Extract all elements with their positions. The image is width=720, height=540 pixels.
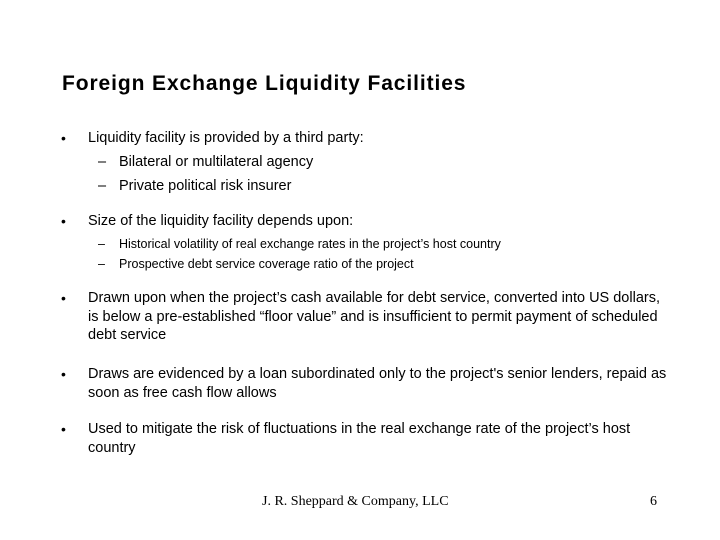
bullet-text: Draws are evidenced by a loan subordinated only to the project's senior lenders, repaid as soon as free cash flow allows xyxy=(88,366,667,401)
dash-marker: – xyxy=(98,257,105,271)
sub-item-text: Private political risk insurer xyxy=(119,178,292,194)
dash-marker: – xyxy=(98,237,105,251)
slide-title: Foreign Exchange Liquidity Facilities xyxy=(62,72,467,95)
dash-marker: – xyxy=(98,154,107,170)
bullet-marker: • xyxy=(61,290,66,306)
bullet-text: Used to mitigate the risk of fluctuations in the real exchange rate of the project’s host country xyxy=(88,421,631,456)
bullet-text: Liquidity facility is provided by a third party: xyxy=(88,130,364,146)
sub-item-text: Prospective debt service coverage ratio of the project xyxy=(119,257,414,271)
bullet-marker: • xyxy=(61,130,66,146)
bullet-marker: • xyxy=(61,213,66,229)
sub-item xyxy=(98,153,313,171)
bullet-text: Size of the liquidity facility depends upon: xyxy=(88,213,354,229)
bullet-marker: • xyxy=(61,366,66,382)
dash-marker: – xyxy=(98,178,107,194)
sub-item xyxy=(98,256,414,272)
footer-company: J. R. Sheppard & Company, LLC xyxy=(262,494,449,509)
bullet-marker: • xyxy=(61,421,66,437)
sub-item-text: Bilateral or multilateral agency xyxy=(119,154,314,170)
bullet-text: Drawn upon when the project’s cash available for debt service, converted into US dollars, is below a pre-established “floor value” and is insufficient to permit payment of scheduled debt service xyxy=(88,290,660,343)
sub-item xyxy=(98,236,501,252)
sub-item-text: Historical volatility of real exchange rates in the project’s host country xyxy=(119,237,501,251)
sub-item xyxy=(98,177,291,195)
page-number: 6 xyxy=(650,494,657,509)
